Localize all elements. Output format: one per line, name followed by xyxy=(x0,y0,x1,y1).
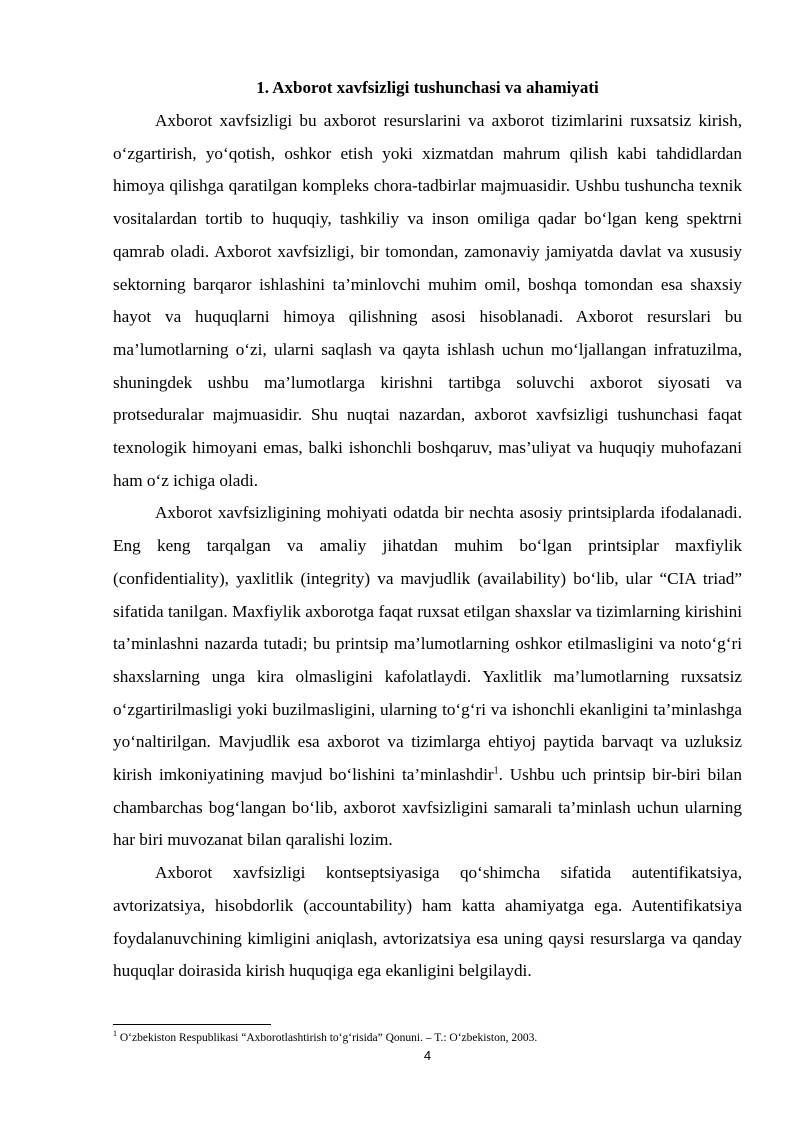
paragraph-principles-continuation: . Ushbu uch printsip bir-biri bilan chambarchas bog‘langan bo‘lib, axborot xavfsizligini samarali ta’minlash uchun ularning har biri muvozanat bilan qaralishi lozim. xyxy=(113,765,742,850)
paragraph-principles-text: Axborot xavfsizligining mohiyati odatda bir nechta asosiy printsiplarda ifodalanadi. Eng keng tarqalgan va amaliy jihatdan muhim bo‘lgan printsiplar maxfiylik (confidentiality), yaxlitlik (integrity) va mavjudlik (availability) bo‘lib, ular “CIA triad” sifatida tanilgan. Maxfiylik axborotga faqat ruxsat etilgan shaxslar va tizimlarning kirishini ta’minlashni nazarda tutadi; bu printsip ma’lumotlarning oshkor etilmasligini va noto‘g‘ri shaxslarning unga kira olmasligini kafolatlaydi. Yaxlitlik ma’lumotlarning ruxsatsiz o‘zgartirilmasligi yoki buzilmasligini, ularning to‘g‘ri va ishonchli ekanligini ta’minlashga yo‘naltirilgan. Mavjudlik esa axborot va tizimlarga ehtiyoj paytida barvaqt va uzluksiz kirish imkoniyatining mavjud bo‘lishini ta’minlashdir xyxy=(113,503,742,785)
footnote-text: O‘zbekiston Respublikasi “Axborotlashtirish to‘g‘risida” Qonuni. – T.: O‘zbekiston, 2003. xyxy=(119,1032,538,1044)
page-number: 4 xyxy=(423,1048,432,1063)
body-text xyxy=(113,105,742,988)
footnote-reference: 1 xyxy=(493,765,499,777)
footnote xyxy=(113,1031,742,1046)
footnote-marker: 1 xyxy=(113,1029,117,1039)
footnote-separator xyxy=(113,1024,271,1025)
paragraph-principles xyxy=(113,497,742,857)
paragraph-authentication: Axborot xavfsizligi kontseptsiyasiga qo‘shimcha sifatida autentifikatsiya, avtorizatsiya, hisobdorlik (accountability) ham katta ahamiyatga ega. Autentifikatsiya foydalanuvchining kimligini aniqlash, avtorizatsiya esa uning qaysi resurslarga va qanday huquqlar doirasida kirish huquqiga ega ekanligini belgilaydi. xyxy=(113,863,742,981)
section-title: 1. Axborot xavfsizligi tushunchasi va ahamiyati xyxy=(256,78,599,97)
paragraph-definition: Axborot xavfsizligi bu axborot resurslarini va axborot tizimlarini ruxsatsiz kirish, o‘zgartirish, yo‘qotish, oshkor etish yoki xizmatdan mahrum qilish kabi tahdidlardan himoya qilishga qaratilgan kompleks chora-tadbirlar majmuasidir. Ushbu tushuncha texnik vositalardan tortib to huquqiy, tashkiliy va inson omiliga qadar bo‘lgan keng spektrni qamrab oladi. Axborot xavfsizligi, bir tomondan, zamonaviy jamiyatda davlat va xususiy sektorning barqaror ishlashini ta’minlovchi muhim omil, boshqa tomondan esa shaxsiy hayot va huquqlarni himoya qilishning asosi hisoblanadi. Axborot resurslari bu ma’lumotlarning o‘zi, ularni saqlash va qayta ishlash uchun mo‘ljallangan infratuzilma, shuningdek ushbu ma’lumotlarga kirishni tartibga soluvchi axborot siyosati va protseduralar majmuasidir. Shu nuqtai nazardan, axborot xavfsizligi tushunchasi faqat texnologik himoyani emas, balki ishonchli boshqaruv, mas’uliyat va huquqiy muhofazani ham o‘z ichiga oladi. xyxy=(113,111,742,490)
